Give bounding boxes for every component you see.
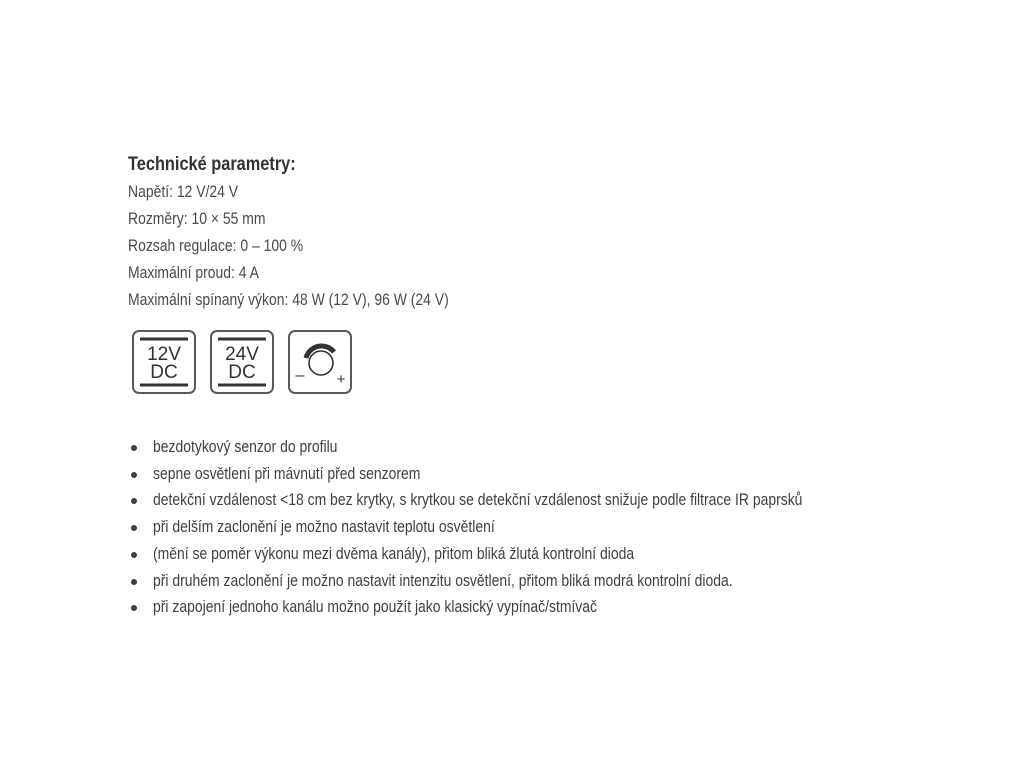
list-item: při delším zaclonění je možno nastavit teplotu osvětlení (128, 514, 988, 541)
feature-list (128, 434, 988, 621)
param-max-power: Maximální spínaný výkon: 48 W (12 V), 96 W (24 V) (128, 290, 449, 309)
minus-label: – (295, 367, 305, 384)
list-item: (mění se poměr výkonu mezi dvěma kanály), přitom bliká žlutá kontrolní dioda (128, 541, 988, 568)
bullet-icon (131, 498, 137, 504)
list-item: při druhém zaclonění je možno nastavit intenzitu osvětlení, přitom bliká modrá kontrolní dioda. (128, 568, 988, 595)
param-voltage: Napětí: 12 V/24 V (128, 182, 239, 201)
bullet-icon (131, 552, 137, 558)
plus-label: + (336, 371, 346, 388)
24v-dc-label: DC (228, 362, 256, 383)
12v-dc-icon (132, 330, 196, 394)
spec-icons (132, 330, 988, 394)
section-heading: Technické parametry: (128, 154, 296, 175)
parameter-list (128, 178, 988, 313)
list-item: bezdotykový senzor do profilu (128, 434, 988, 461)
param-dimensions: Rozměry: 10 × 55 mm (128, 209, 266, 228)
12v-label: 12V (147, 344, 181, 365)
12v-dc-label: DC (150, 362, 178, 383)
list-item: detekční vzdálenost <18 cm bez krytky, s krytkou se detekční vzdálenost snižuje podle filtrace IR paprsků (128, 487, 988, 514)
bullet-icon (131, 472, 137, 478)
bullet-icon (131, 579, 137, 585)
bullet-icon (131, 605, 137, 611)
list-item: při zapojení jednoho kanálu možno použít jako klasický vypínač/stmívač (128, 594, 988, 621)
24v-label: 24V (225, 344, 259, 365)
dimmer-knob-icon (288, 330, 352, 394)
list-item: sepne osvětlení při mávnutí před senzorem (128, 461, 988, 488)
param-regulation-range: Rozsah regulace: 0 – 100 % (128, 236, 304, 255)
bullet-icon (131, 525, 137, 531)
24v-dc-icon (210, 330, 274, 394)
bullet-icon (131, 445, 137, 451)
param-max-current: Maximální proud: 4 A (128, 263, 259, 282)
spec-sheet (128, 151, 988, 621)
